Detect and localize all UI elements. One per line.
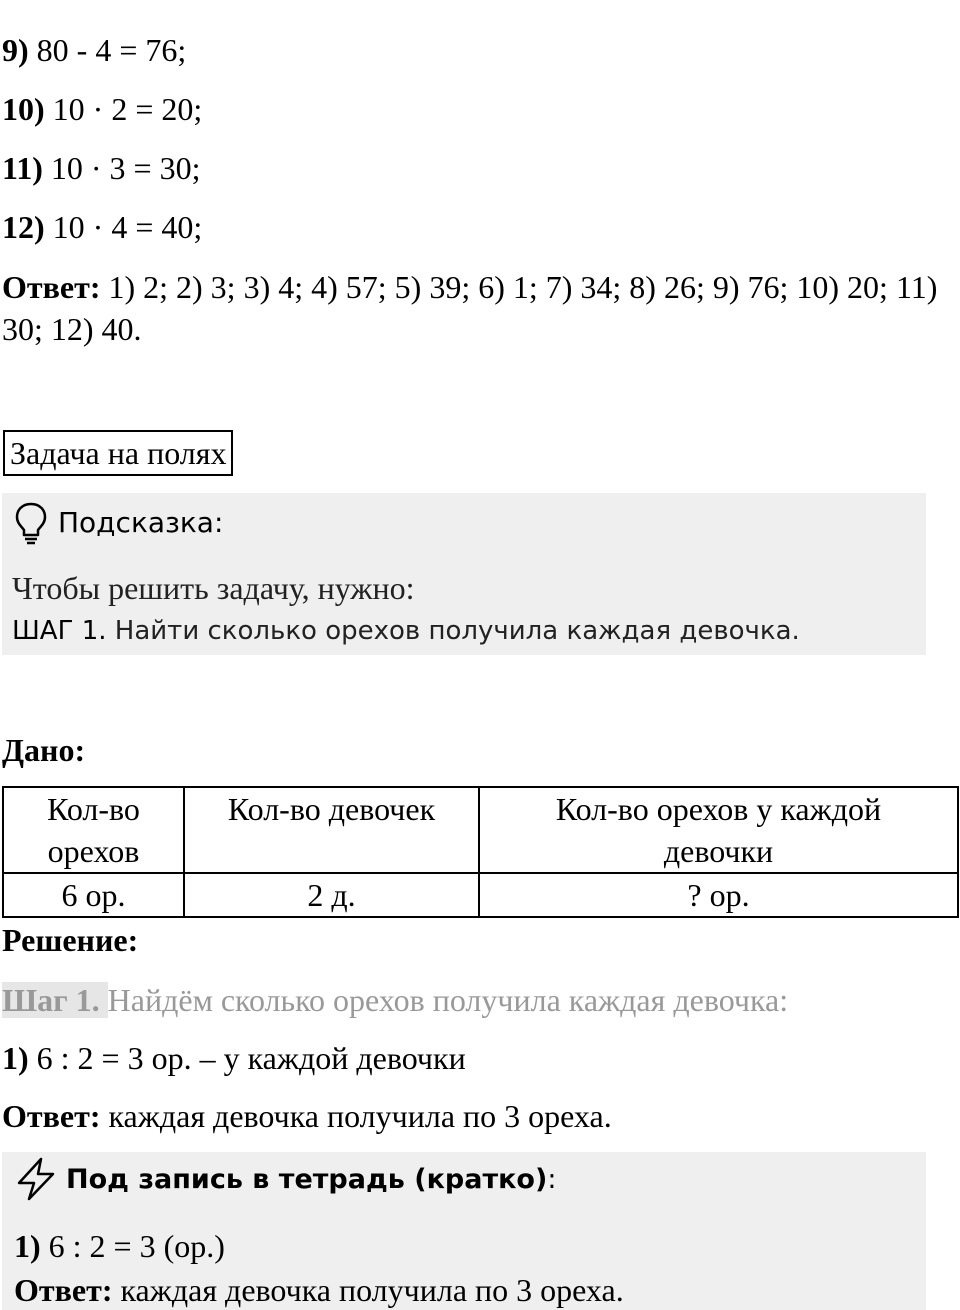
calc-number: 1) [2, 1040, 29, 1076]
calc-expression: 6 : 2 = 3 ор. – у каждой девочки [36, 1040, 466, 1076]
lightning-icon [14, 1156, 58, 1202]
calc-expression: 80 - 4 = 76; [36, 32, 187, 68]
notebook-calc [14, 1228, 225, 1264]
solution-label: Решение: [2, 922, 139, 958]
calc-line-10 [2, 91, 202, 127]
calc-expression: 10 · 3 = 30; [50, 150, 201, 186]
notebook-title [66, 1162, 556, 1198]
lightbulb-icon [14, 501, 48, 545]
table-cell: 2 д. [184, 873, 479, 917]
calc-line-11 [2, 150, 200, 186]
calc-number: 9) [2, 32, 29, 68]
task-title-box: Задача на полях [3, 430, 233, 476]
notebook-answer [14, 1272, 624, 1308]
table-cell: 6 ор. [3, 873, 184, 917]
header-text: Кол-во орехов у каждой девочки [555, 791, 882, 869]
table-row [3, 873, 958, 917]
calc-number: 1) [14, 1228, 41, 1264]
notebook-title-text: Под запись в тетрадь (кратко) [66, 1164, 548, 1195]
table-cell: ? ор. [479, 873, 958, 917]
hint-step [12, 614, 800, 648]
hint-step-text: Найти сколько орехов получила каждая девочка. [114, 616, 800, 646]
solution-answer [2, 1098, 612, 1134]
table-header-cell: Кол-во орехов [3, 787, 184, 873]
calc-line-12 [2, 209, 202, 245]
previous-answer [2, 266, 958, 350]
table-header-cell: Кол-во девочек [184, 787, 479, 873]
calc-expression: 10 · 4 = 40; [52, 209, 203, 245]
hint-intro: Чтобы решить задачу, нужно: [12, 570, 415, 606]
table-header-cell [479, 787, 958, 873]
calc-number: 10) [2, 91, 45, 127]
notebook-title-colon: : [547, 1164, 557, 1195]
given-label: Дано: [2, 732, 86, 768]
answer-label: Ответ: [14, 1272, 113, 1308]
answer-label: Ответ: [2, 269, 101, 305]
table-header-row [3, 787, 958, 873]
answer-text: каждая девочка получила по 3 ореха. [108, 1098, 612, 1134]
answer-text: каждая девочка получила по 3 ореха. [120, 1272, 624, 1308]
step-tag: Шаг 1. [2, 982, 108, 1018]
hint-title: Подсказка: [58, 506, 224, 539]
calc-expression: 10 · 2 = 20; [52, 91, 203, 127]
solution-calc [2, 1040, 466, 1076]
answer-label: Ответ: [2, 1098, 101, 1134]
calc-number: 12) [2, 209, 45, 245]
solution-step [2, 980, 788, 1020]
answer-text: 1) 2; 2) 3; 3) 4; 4) 57; 5) 39; 6) 1; 7) 34; 8) 26; 9) 76; 10) 20; 11) 30; 12) 40. [2, 269, 938, 347]
calc-line-9 [2, 32, 186, 68]
hint-step-label: ШАГ 1. [12, 616, 107, 646]
given-table [2, 786, 959, 918]
step-text: Найдём сколько орехов получила каждая девочка: [107, 982, 789, 1018]
calc-expression: 6 : 2 = 3 (ор.) [48, 1228, 225, 1264]
calc-number: 11) [2, 150, 43, 186]
